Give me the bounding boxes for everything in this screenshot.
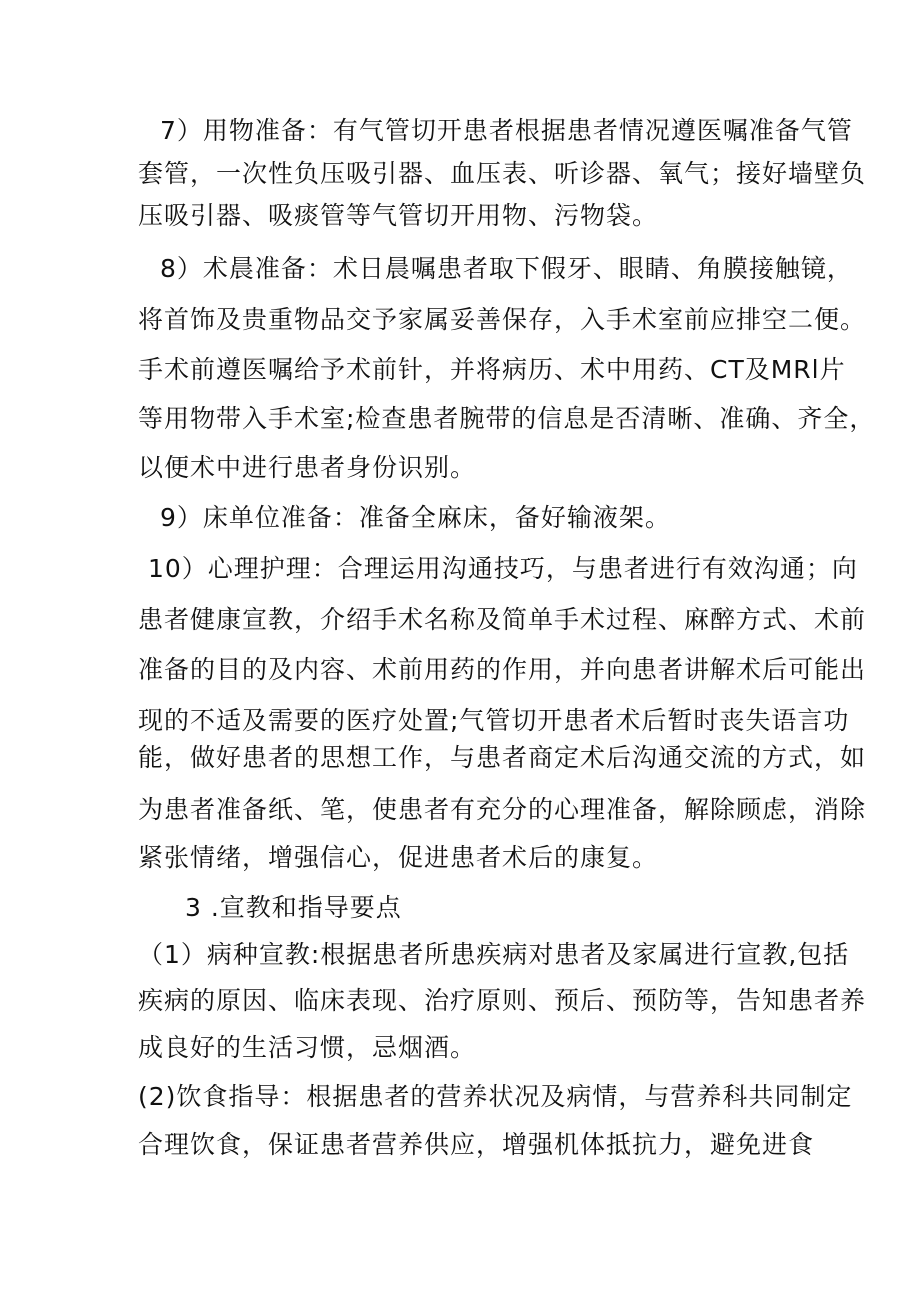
text-line: 疾病的原因、临床表现、治疗原则、预后、预防等，告知患者养 (138, 986, 867, 1015)
text-line: （1）病种宣教:根据患者所患疾病对患者及家属进行宣教,包括 (138, 940, 850, 969)
section-heading: 3 .宣教和指导要点 (185, 893, 402, 922)
text-line: 为患者准备纸、笔，使患者有充分的心理准备，解除顾虑，消除 (138, 795, 867, 824)
text-line: 7）用物准备：有气管切开患者根据患者情况遵医嘱准备气管 (160, 116, 853, 145)
text-line: 套管，一次性负压吸引器、血压表、听诊器、氧气；接好墙壁负 (138, 159, 867, 188)
text-line: 现的不适及需要的医疗处置;气管切开患者术后暂时丧失语言功 (138, 706, 850, 735)
text-line: (2)饮食指导：根据患者的营养状况及病情，与营养科共同制定 (138, 1082, 853, 1111)
text-line: 紧张情绪，增强信心，促进患者术后的康复。 (138, 843, 659, 872)
text-line: 手术前遵医嘱给予术前针，并将病历、术中用药、CT及MRl片 (138, 355, 846, 384)
text-line: 合理饮食，保证患者营养供应，增强机体抵抗力，避免进食 (138, 1130, 815, 1159)
text-line: 患者健康宣教，介绍手术名称及简单手术过程、麻醉方式、术前 (138, 605, 867, 634)
text-line: 10）心理护理：合理运用沟通技巧，与患者进行有效沟通；向 (148, 554, 858, 583)
text-line: 准备的目的及内容、术前用药的作用，并向患者讲解术后可能出 (138, 655, 867, 684)
text-line: 8）术晨准备：术日晨嘱患者取下假牙、眼睛、角膜接触镜， (160, 254, 853, 283)
text-line: 等用物带入手术室;检查患者腕带的信息是否清晰、准确、齐全， (138, 404, 876, 433)
text-line: 9）床单位准备：准备全麻床，备好输液架。 (160, 503, 671, 532)
text-line: 能，做好患者的思想工作，与患者商定术后沟通交流的方式，如 (138, 743, 867, 772)
text-line: 压吸引器、吸痰管等气管切开用物、污物袋。 (138, 201, 659, 230)
text-line: 成良好的生活习惯，忌烟酒。 (138, 1033, 477, 1062)
text-line: 以便术中进行患者身份识别。 (138, 453, 477, 482)
text-line: 将首饰及贵重物品交予家属妥善保存，入手术室前应排空二便。 (138, 305, 867, 334)
